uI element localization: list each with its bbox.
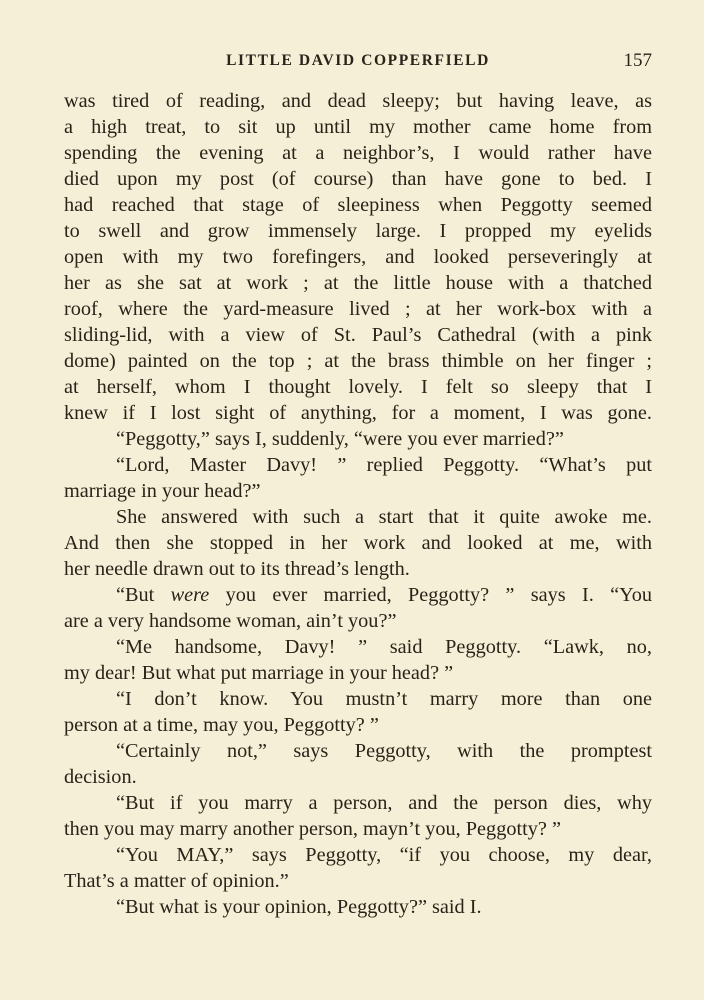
page-number: 157 [623, 50, 652, 71]
paragraph [64, 426, 652, 452]
paragraph [64, 738, 652, 790]
text-line: was tired of reading, and dead sleepy; but having leave, as [64, 90, 652, 112]
text-line: “But if you marry a person, and the person dies, why [116, 792, 652, 814]
emphasis: were [170, 584, 210, 606]
text-line: to swell and grow immensely large. I propped my eyelids [64, 220, 652, 242]
text-line: at herself, whom I thought lovely. I felt so sleepy that I [64, 376, 652, 398]
text-line: And then she stopped in her work and looked at me, with [64, 532, 652, 554]
text-line: open with my two forefingers, and looked perseveringly at [64, 246, 652, 268]
paragraph [64, 894, 652, 920]
paragraph [64, 88, 652, 426]
text-line: sliding-lid, with a view of St. Paul’s Cathedral (with a pink [64, 324, 652, 346]
text-line: then you may marry another person, mayn’t you, Peggotty? ” [64, 818, 561, 840]
text-line: “Peggotty,” says I, suddenly, “were you ever married?” [116, 428, 564, 450]
text-line: That’s a matter of opinion.” [64, 870, 289, 892]
text-line: “But were you ever married, Peggotty? ” says I. “You [116, 584, 652, 606]
running-head [64, 50, 652, 74]
paragraph [64, 582, 652, 634]
running-title: LITTLE DAVID COPPERFIELD [226, 52, 490, 69]
text-line: decision. [64, 766, 137, 788]
paragraph [64, 842, 652, 894]
text-line: spending the evening at a neighbor’s, I would rather have [64, 142, 652, 164]
text-line: died upon my post (of course) than have gone to bed. I [64, 168, 652, 190]
text-line: “But what is your opinion, Peggotty?” said I. [116, 896, 482, 918]
text-line: a high treat, to sit up until my mother came home from [64, 116, 652, 138]
text-line: “I don’t know. You mustn’t marry more than one [116, 688, 652, 710]
body-text [64, 88, 652, 920]
text-line: dome) painted on the top ; at the brass thimble on her finger ; [64, 350, 652, 372]
text-line: “You MAY,” says Peggotty, “if you choose, my dear, [116, 844, 652, 866]
text-line: knew if I lost sight of anything, for a moment, I was gone. [64, 402, 652, 424]
text-line: my dear! But what put marriage in your head? ” [64, 662, 454, 684]
text-line: “Lord, Master Davy! ” replied Peggotty. “What’s put [116, 454, 652, 476]
text-line: are a very handsome woman, ain’t you?” [64, 610, 397, 632]
text-line: had reached that stage of sleepiness when Peggotty seemed [64, 194, 652, 216]
paragraph [64, 790, 652, 842]
text-line: “Certainly not,” says Peggotty, with the promptest [116, 740, 652, 762]
text-line: marriage in your head?” [64, 480, 261, 502]
text-line: person at a time, may you, Peggotty? ” [64, 714, 379, 736]
text-line: roof, where the yard-measure lived ; at her work-box with a [64, 298, 652, 320]
paragraph [64, 452, 652, 504]
text-line: “Me handsome, Davy! ” said Peggotty. “Lawk, no, [116, 636, 652, 658]
text-line: her needle drawn out to its thread’s length. [64, 558, 410, 580]
paragraph [64, 634, 652, 686]
paragraph [64, 686, 652, 738]
text-line: her as she sat at work ; at the little house with a thatched [64, 272, 652, 294]
paragraph [64, 504, 652, 582]
text-line: She answered with such a start that it quite awoke me. [116, 506, 652, 528]
